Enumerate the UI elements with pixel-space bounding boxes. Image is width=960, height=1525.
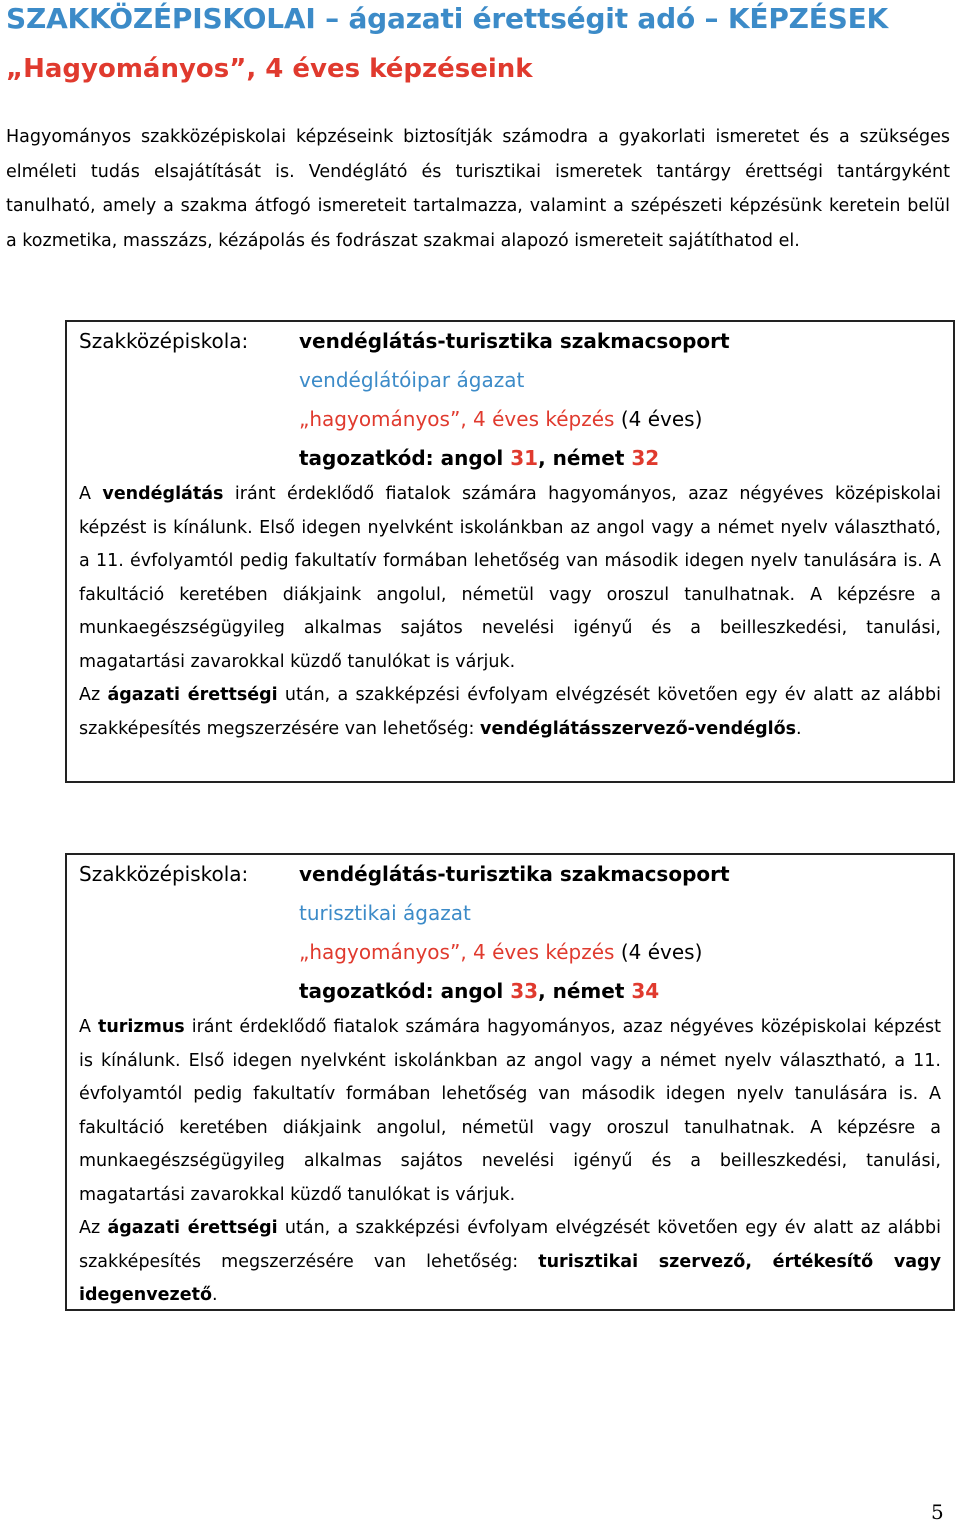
program-sector: turisztikai ágazat — [299, 901, 471, 925]
program-group: vendéglátás-turisztika szakmacsoport — [299, 329, 730, 353]
program-sector: vendéglátóipar ágazat — [299, 368, 525, 392]
qual-text: Az — [79, 685, 101, 705]
program-type — [299, 400, 730, 439]
qual-end: . — [796, 718, 802, 739]
qual-end: . — [211, 1285, 218, 1305]
desc-highlight: turizmus — [97, 1017, 185, 1037]
program-qualification — [79, 1212, 941, 1313]
school-type-label: Szakközépiskola: — [79, 862, 249, 886]
desc-highlight: vendéglátás — [102, 484, 224, 504]
program-type-red: „hagyományos”, 4 éves képzés — [299, 407, 615, 431]
qual-highlight: ágazati érettségi — [107, 685, 278, 705]
program-type-duration: (4 éves) — [620, 407, 703, 431]
page-subtitle: „Hagyományos”, 4 éves képzéseink — [6, 54, 533, 84]
program-details — [299, 855, 730, 1011]
code-german: 32 — [631, 446, 660, 470]
code-german: 34 — [631, 979, 660, 1003]
program-group: vendéglátás-turisztika szakmacsoport — [299, 862, 730, 886]
program-header — [79, 855, 941, 1011]
program-description — [79, 1011, 941, 1212]
page-number: 5 — [931, 1500, 944, 1524]
code-prefix: tagozatkód: angol — [299, 979, 504, 1003]
program-box-tourism — [65, 853, 955, 1311]
program-box-hospitality — [65, 320, 955, 783]
qual-text: után, a szakképzési évfolyam elvégzését követően egy év alatt az alábbi szakképesítés megszerzésére van lehetőség: — [79, 685, 941, 739]
school-type-label: Szakközépiskola: — [79, 329, 249, 353]
page-title: SZAKKÖZÉPISKOLAI – ágazati érettségit adó – KÉPZÉSEK — [6, 2, 889, 35]
code-mid: , német — [538, 446, 625, 470]
intro-paragraph: Hagyományos szakközépiskolai képzéseink biztosítják számodra a gyakorlati ismeretet és a szükséges elméleti tudás elsajátítását is. Vendéglátó és turisztikai ismeretek tantárgy érettségi tantárgyként tanulható, amely a szakma átfogó ismereteit tartalmazza, valamint a szépészeti képzésünk keretein belül a kozmetika, masszázs, kézápolás és fodrászat szakmai alapozó ismereteit sajátíthatod el. — [6, 127, 950, 251]
code-english: 33 — [510, 979, 539, 1003]
program-description — [79, 478, 941, 679]
program-code — [299, 439, 730, 478]
program-type-duration: (4 éves) — [620, 940, 703, 964]
program-type-red: „hagyományos”, 4 éves képzés — [299, 940, 615, 964]
desc-text: iránt érdeklődő fiatalok számára hagyományos, azaz négyéves középiskolai képzést is kínálunk. Első idegen nyelvként iskolánkban az angol vagy a német nyelv választható, a 11. évfolyamtól pedig fakultatív formában lehetőség van második idegen nyelv tanulására is. A fakultáció keretében diákjaink angolul, németül vagy oroszul tanulhatnak. A képzésre a munkaegészségügyileg alkalmas sajátos nevelési igényű és a beilleszkedési, tanulási, magatartási zavarokkal küzdő tanulókat is várjuk. — [79, 484, 941, 672]
program-qualification — [79, 679, 941, 746]
qual-highlight: ágazati érettségi — [107, 1218, 278, 1238]
qual-name: vendéglátásszervező-vendéglős — [480, 718, 797, 739]
code-english: 31 — [510, 446, 539, 470]
program-type — [299, 933, 730, 972]
qual-name: turisztikai szervező, értékesítő vagy idegenvezető — [79, 1251, 941, 1305]
program-code — [299, 972, 730, 1011]
desc-text: A — [79, 484, 91, 504]
program-header — [79, 322, 941, 478]
qual-text: után, a szakképzési évfolyam elvégzését követően egy év alatt az alábbi szakképesítés megszerzésére van lehetőség: — [79, 1218, 941, 1272]
desc-text: A — [79, 1017, 91, 1037]
qual-text: Az — [79, 1218, 101, 1238]
program-details — [299, 322, 730, 478]
code-prefix: tagozatkód: angol — [299, 446, 504, 470]
code-mid: , német — [538, 979, 625, 1003]
desc-text: iránt érdeklődő fiatalok számára hagyományos, azaz négyéves középiskolai képzést is kínálunk. Első idegen nyelvként iskolánkban az angol vagy a német nyelv választható, a 11. évfolyamtól pedig fakultatív formában lehetőség van második idegen nyelv tanulására is. A fakultáció keretében diákjaink angolul, németül vagy oroszul tanulhatnak. A képzésre a munkaegészségügyileg alkalmas sajátos nevelési igényű és a beilleszkedési, tanulási, magatartási zavarokkal küzdő tanulókat is várjuk. — [79, 1017, 941, 1205]
